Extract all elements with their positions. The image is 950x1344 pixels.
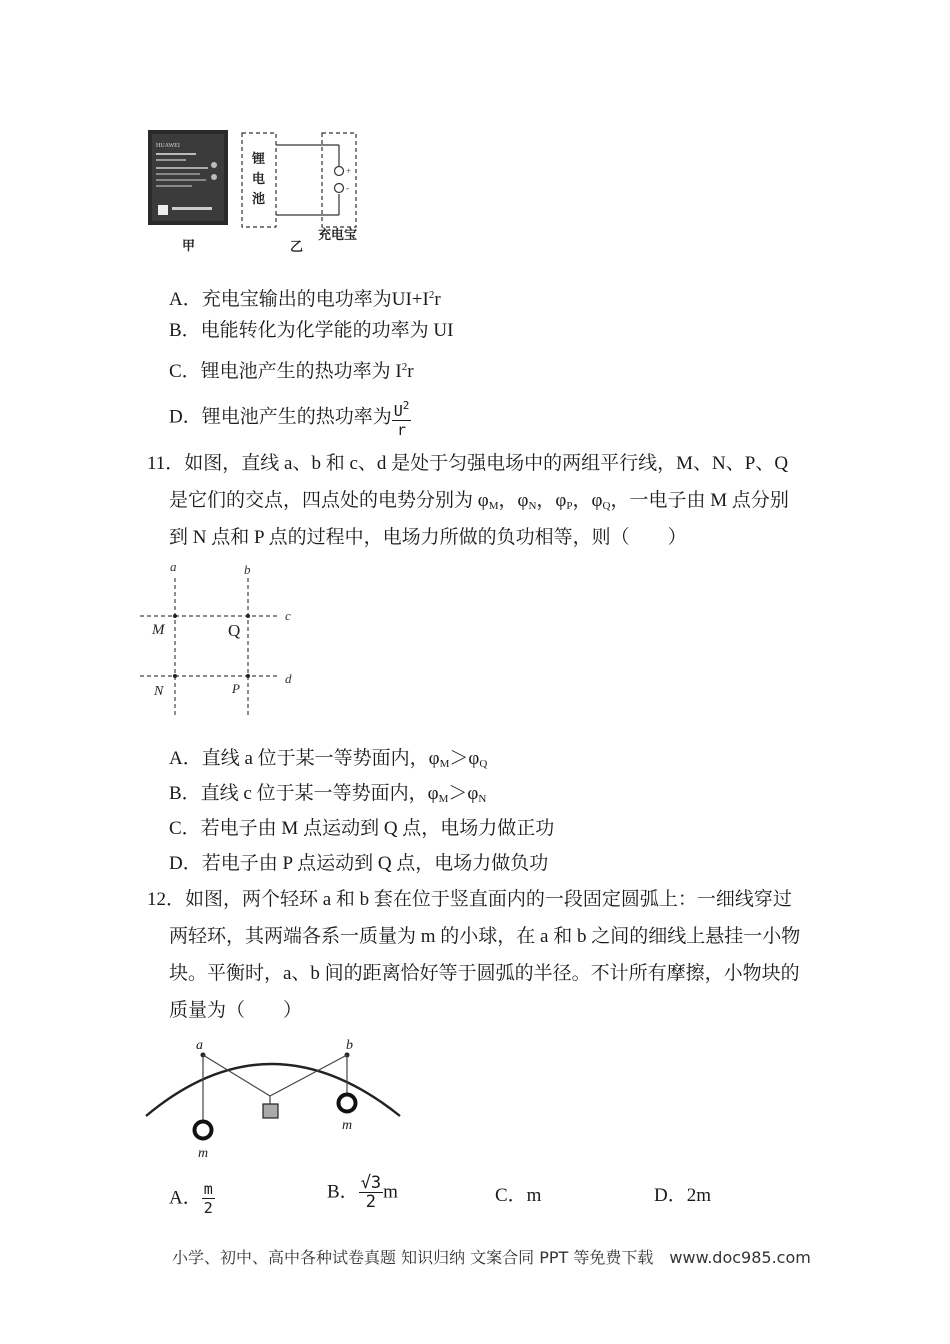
battery-brand-text: HUAWEI	[156, 143, 180, 149]
q11-option-d: D．若电子由 P 点运动到 Q 点，电场力做负功	[169, 853, 549, 874]
label-line-c: c	[285, 608, 291, 623]
label-point-n: N	[154, 684, 164, 699]
page-footer: 小学、初中、高中各种试卷真题 知识归纳 文案合同 PPT 等免费下载 www.doc985.com	[172, 1248, 811, 1267]
q10-option-a-tail: r	[434, 289, 441, 310]
fraction-denominator: 2	[365, 1192, 377, 1212]
battery-char-2: 电	[252, 171, 266, 186]
fraction-numerator: m	[203, 1180, 213, 1198]
q11-stem-line3: 到 N 点和 P 点的过程中，电场力所做的负功相等，则（ ）	[169, 527, 687, 548]
sub: Q	[479, 758, 488, 770]
small-block	[263, 1104, 278, 1118]
terminal-plus	[335, 167, 344, 176]
q11-grid-svg	[140, 558, 310, 720]
q12-option-d: D．2m	[654, 1185, 712, 1206]
q10-option-b: B．电能转化为化学能的功率为 UI	[169, 320, 454, 341]
label-ring-a: a	[196, 1038, 203, 1053]
label-point-m: M	[152, 622, 165, 638]
q10-option-d-text: D．锂电池产生的热功率为	[169, 406, 392, 428]
battery-char-1: 锂	[252, 151, 266, 166]
q12-stem-line2: 两轻环，其两端各系一质量为 m 的小球，在 a 和 b 之间的细线上悬挂一小物	[169, 926, 801, 947]
relation: ＞φ	[449, 748, 480, 769]
label-point-p: P	[232, 681, 240, 696]
battery-char-3: 池	[252, 191, 266, 206]
label-point-q: Q	[228, 621, 241, 640]
q12-option-b-fraction	[359, 1174, 383, 1211]
q12-stem-line1: 12．如图，两个轻环 a 和 b 套在位于竖直面内的一段固定圆弧上：一细线穿过	[147, 889, 792, 910]
q10-option-c-text: C．锂电池产生的热功率为 I	[169, 361, 402, 382]
sub: M	[439, 758, 450, 770]
q11-sep: ，φ	[536, 490, 567, 511]
circuit-diagram	[242, 133, 357, 254]
point-m	[173, 614, 177, 618]
q12-option-a-fraction	[202, 1180, 215, 1217]
q10-option-a-sup: 2	[428, 289, 435, 301]
q11-sub-q: Q	[602, 500, 611, 512]
label-line-d: d	[285, 671, 292, 686]
ball-left	[195, 1122, 212, 1139]
point-q	[246, 614, 250, 618]
fraction-numerator-sup: 2	[402, 399, 410, 412]
q12-option-b-tail: m	[383, 1181, 398, 1203]
q11-figure	[140, 558, 310, 720]
label-mass-right: m	[342, 1118, 353, 1133]
q11-stem-line1: 11．如图，直线 a、b 和 c、d 是处于匀强电场中的两组平行线，M、N、P、Q	[147, 453, 789, 474]
terminal-minus	[335, 184, 344, 193]
q12-figure	[140, 1032, 410, 1164]
q10-option-a-expr: UI+I	[391, 289, 429, 310]
phi: φ	[428, 748, 440, 769]
q11-option-a	[169, 747, 487, 776]
ball-right	[339, 1095, 356, 1112]
sub: N	[478, 793, 487, 805]
label-jia: 甲	[182, 238, 196, 253]
phi: φ	[427, 783, 439, 804]
q12-option-a	[169, 1180, 215, 1217]
point-n	[173, 674, 177, 678]
q12-option-c: C．m	[495, 1185, 542, 1206]
label-line-a: a	[170, 559, 177, 574]
powerbank-label: 充电宝	[318, 227, 358, 242]
q10-option-c-sup: 2	[401, 361, 408, 373]
q11-stem-line2-tail: ，一电子由 M 点分别	[610, 490, 789, 511]
fraction-numerator: √3	[360, 1173, 382, 1193]
label-mass-left: m	[198, 1146, 209, 1161]
q12-stem-line4: 质量为（ ）	[169, 1000, 303, 1021]
fraction-numerator: U	[393, 402, 403, 420]
q10-option-a-text: A．充电宝输出的电功率为	[169, 289, 392, 310]
q10-option-c-tail: r	[407, 361, 414, 382]
q11-sep: ，φ	[498, 490, 529, 511]
q11-option-b-text: B．直线 c 位于某一等势面内，	[169, 783, 428, 804]
q11-sub-p: P	[566, 500, 573, 512]
q12-option-a-label: A．	[169, 1187, 202, 1209]
battery-circuit-svg	[140, 125, 380, 260]
minus-sign: -	[346, 183, 349, 193]
label-line-b: b	[244, 562, 251, 577]
q11-sub-m: M	[488, 500, 499, 512]
q10-option-c	[169, 355, 414, 384]
q10-option-a	[169, 283, 441, 312]
q11-option-b	[169, 782, 486, 811]
q12-arc-svg	[140, 1032, 410, 1164]
q12-stem-line3: 块。平衡时，a、b 间的距离恰好等于圆弧的半径。不计所有摩擦，小物块的	[169, 963, 800, 984]
q10-option-d-fraction	[392, 397, 412, 439]
fraction-denominator: 2	[203, 1199, 213, 1217]
fraction-denominator: r	[397, 421, 407, 439]
battery-photo	[148, 130, 228, 225]
plus-sign: +	[346, 166, 352, 176]
label-ring-b: b	[346, 1038, 353, 1053]
q11-option-a-text: A．直线 a 位于某一等势面内，	[169, 748, 429, 769]
figure-battery-circuit	[140, 125, 380, 260]
point-p	[246, 674, 250, 678]
sub: M	[438, 793, 449, 805]
q10-option-d	[169, 397, 411, 439]
q11-stem-line2-text: 是它们的交点，四点处的电势分别为 φ	[169, 490, 489, 511]
q11-sub-n: N	[528, 500, 537, 512]
q12-option-b-label: B．	[327, 1181, 359, 1203]
q11-stem-line2	[169, 489, 789, 518]
relation: ＞φ	[448, 783, 479, 804]
q11-sep: ，φ	[572, 490, 603, 511]
label-yi: 乙	[290, 239, 304, 254]
q11-option-c: C．若电子由 M 点运动到 Q 点，电场力做正功	[169, 818, 555, 839]
q12-option-b	[327, 1174, 398, 1211]
